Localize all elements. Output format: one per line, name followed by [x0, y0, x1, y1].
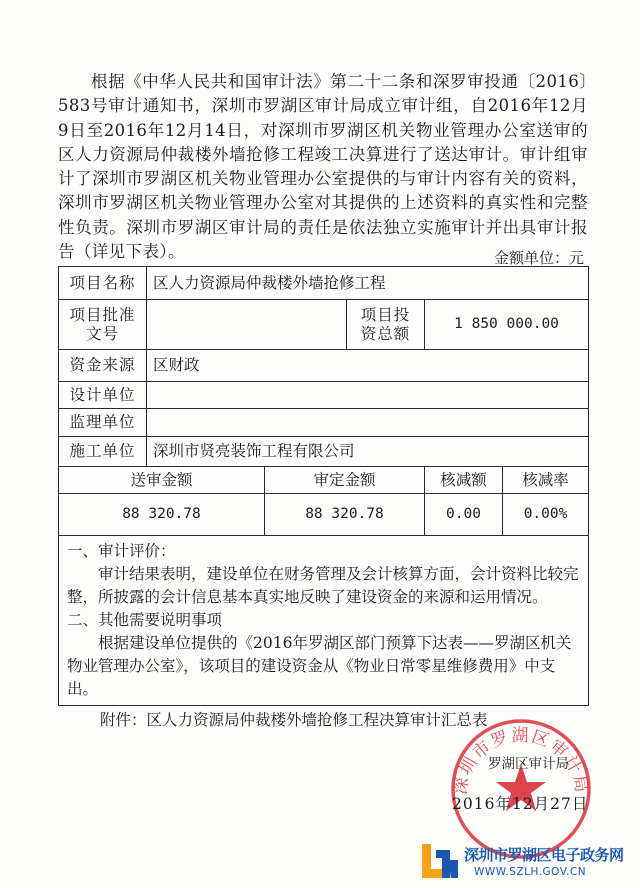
- reduction-rate: 0.00%: [503, 494, 589, 536]
- design-unit-label: 设计单位: [59, 382, 147, 409]
- construction-unit-label: 施工单位: [59, 437, 147, 467]
- seal-text: 深圳市罗湖区审计局: [450, 725, 592, 797]
- header-reduction-rate: 核减率: [503, 467, 589, 494]
- fund-source-label: 资金来源: [59, 350, 147, 382]
- investment-value: 1 850 000.00: [425, 300, 589, 350]
- site-logo: [416, 836, 640, 888]
- table-row: [59, 536, 589, 706]
- table-row: [59, 300, 589, 350]
- project-name-value: 区人力资源局仲裁楼外墙抢修工程: [147, 267, 589, 300]
- issue-date: 2016年12月27日: [452, 795, 589, 813]
- attachment-note: 附件：区人力资源局仲裁楼外墙抢修工程决算审计汇总表: [100, 711, 488, 729]
- table-row: [59, 437, 589, 467]
- reduction-amount: 0.00: [425, 494, 503, 536]
- remark1-title: 一、审计评价：: [67, 542, 176, 560]
- logo-icon: [418, 840, 462, 884]
- remarks-cell: [59, 536, 589, 706]
- intro-paragraph: [58, 70, 588, 264]
- approval-doc-value: [147, 300, 347, 350]
- table-header-row: [59, 467, 589, 494]
- amount-unit: 金额单位：元: [493, 249, 584, 267]
- remark2-title: 二、其他需要说明事项: [67, 611, 223, 629]
- intro-text: 根据《中华人民共和国审计法》第二十二条和深罗审投通〔2016〕583号审计通知书，深圳市罗湖区审计局成立审计组，自2016年12月9日至2016年12月14日，对深圳市罗湖区机关物业管理办公室送审的区人力资源局仲裁楼外墙抢修工程竣工决算进行了送达审计。审计组审计了深圳市罗湖区机关物业管理办公室提供的与审计内容有关的资料，深圳市罗湖区机关物业管理办公室对其提供的上述资料的真实性和完整性负责。深圳市罗湖区审计局的责任是依法独立实施审计并出具审计报告（详见下表）。: [58, 72, 588, 262]
- supervision-unit-label: 监理单位: [59, 409, 147, 437]
- fund-source-value: 区财政: [147, 350, 589, 382]
- table-row: [59, 350, 589, 382]
- remark1-body: 审计结果表明，建设单位在财务管理及会计核算方面，会计资料比较完整，所披露的会计信息基本真实地反映了建设资金的来源和运用情况。: [67, 565, 579, 606]
- header-approved-amount: 审定金额: [265, 467, 425, 494]
- table-row: [59, 494, 589, 536]
- logo-name: 深圳市罗湖区电子政务网: [464, 846, 624, 864]
- investment-label: 项目投资总额: [347, 300, 425, 350]
- supervision-unit-value: [147, 409, 589, 437]
- submitted-amount: 88 320.78: [59, 494, 265, 536]
- audit-summary-table: [58, 266, 589, 706]
- remark2-body: 根据建设单位提供的《2016年罗湖区部门预算下达表——罗湖区机关物业管理办公室》，该项目的建设资金从《物业日常零星维修费用》中支出。: [67, 634, 572, 698]
- project-name-label: 项目名称: [59, 267, 147, 300]
- header-submitted-amount: 送审金额: [59, 467, 265, 494]
- approved-amount: 88 320.78: [265, 494, 425, 536]
- signer-name: 罗湖区审计局: [488, 756, 569, 772]
- header-reduction-amount: 核减额: [425, 467, 503, 494]
- table-row: [59, 382, 589, 409]
- logo-url: WWW.SZLH.GOV.CN: [474, 866, 587, 878]
- design-unit-value: [147, 382, 589, 409]
- table-row: [59, 409, 589, 437]
- construction-unit-value: 深圳市贤亮装饰工程有限公司: [147, 437, 589, 467]
- table-row: [59, 267, 589, 300]
- approval-doc-label: 项目批准文号: [59, 300, 147, 350]
